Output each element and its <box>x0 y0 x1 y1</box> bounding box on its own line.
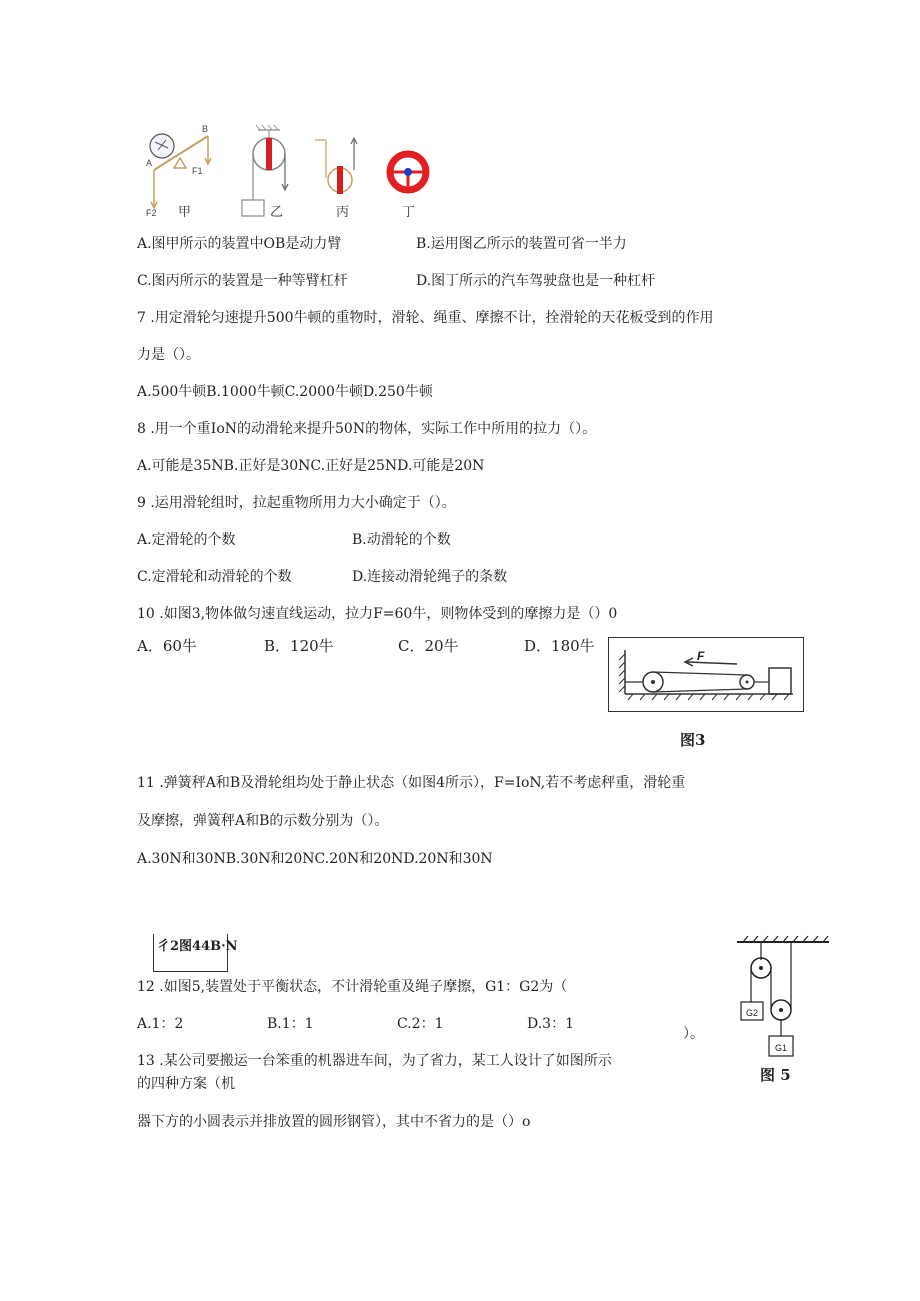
q9-option-c: C.定滑轮和动滑轮的个数 <box>137 569 292 585</box>
q8-options: A.可能是35NB.正好是30NC.正好是25ND.可能是20N <box>137 458 485 474</box>
q10-option-c: C．20牛 <box>398 637 459 655</box>
q13-stem-line1: 13 .某公司要搬运一台笨重的机器进车间，为了省力，某工人设计了如图所示 <box>137 1053 612 1069</box>
q7-stem-line2: 力是（）。 <box>137 347 200 363</box>
figure-1-mechanisms <box>140 118 430 222</box>
q10-option-a: A．60牛 <box>137 637 197 655</box>
pulley-yi-drawing <box>242 125 288 216</box>
q12-stem: 12 .如图5,装置处于平衡状态，不计滑轮重及绳子摩擦，G1：G2为（ <box>137 979 568 995</box>
q12-option-d: D.3：1 <box>527 1016 574 1032</box>
figure-5 <box>733 930 833 1060</box>
q10-option-b: B．120牛 <box>264 637 334 655</box>
q10-stem: 10 .如图3,物体做匀速直线运动，拉力F=60牛，则物体受到的摩擦力是（）0 <box>137 606 618 622</box>
q10-option-d: D．180牛 <box>524 637 595 655</box>
q9-option-a: A.定滑轮的个数 <box>137 532 236 548</box>
q13-stem-line3: 器下方的小圆表示并排放置的圆形钢管），其中不省力的是（）o <box>137 1114 531 1130</box>
point-b-label: B <box>202 124 209 134</box>
figure-3-force-label: F <box>697 649 705 663</box>
q6-option-b: B.运用图乙所示的装置可省一半力 <box>416 236 627 252</box>
label-yi: 乙 <box>270 204 284 219</box>
q11-options: A.30N和30NB.30N和20NC.20N和20ND.20N和30N <box>137 851 493 867</box>
label-jia: 甲 <box>178 204 192 219</box>
q7-options: A.500牛顿B.1000牛顿C.2000牛顿D.250牛顿 <box>137 384 433 400</box>
label-bing: 丙 <box>336 204 350 219</box>
q8-stem: 8 .用一个重IoN的动滑轮来提升50N的物体，实际工作中所用的拉力（）。 <box>137 421 597 437</box>
q9-stem: 9 .运用滑轮组时，拉起重物所用力大小确定于（）。 <box>137 495 456 511</box>
q7-stem-line1: 7 .用定滑轮匀速提升500牛顿的重物时，滑轮、绳重、摩擦不计，拴滑轮的天花板受到的作用 <box>137 310 714 326</box>
figure-5-caption: 图 5 <box>760 1066 791 1084</box>
point-a-label: A <box>146 158 153 168</box>
q9-option-d: D.连接动滑轮绳子的条数 <box>352 569 508 585</box>
figure-5-g1: G1 <box>775 1043 788 1053</box>
steering-wheel-ding-drawing <box>390 154 426 190</box>
q11-stem-line2: 及摩擦，弹簧秤A和B的示数分别为（）。 <box>137 813 389 829</box>
figure-1-svg <box>140 118 430 222</box>
q12-option-b: B.1：1 <box>267 1016 314 1032</box>
figure-5-svg <box>733 930 833 1060</box>
figure-3-caption: 图3 <box>680 731 706 749</box>
figure-4-box: 彳2图44B·N <box>153 934 228 972</box>
f1-label: F1 <box>192 166 203 176</box>
q12-option-c: C.2：1 <box>397 1016 444 1032</box>
label-ding: 丁 <box>402 204 416 219</box>
q12-stem-tail: ）。 <box>683 1026 704 1042</box>
q6-option-a: A.图甲所示的装置中OB是动力臂 <box>137 236 342 252</box>
figure-5-g2: G2 <box>746 1008 759 1018</box>
q12-option-a: A.1：2 <box>137 1016 184 1032</box>
q6-option-c: C.图丙所示的装置是一种等臂杠杆 <box>137 273 348 289</box>
f2-label: F2 <box>146 208 157 218</box>
figure-3-svg <box>609 638 803 711</box>
q13-stem-line2: 的四种方案（机 <box>137 1076 235 1092</box>
q6-option-d: D.图丁所示的汽车驾驶盘也是一种杠杆 <box>416 273 656 289</box>
pulley-bing-drawing <box>315 138 357 194</box>
q9-option-b: B.动滑轮的个数 <box>352 532 451 548</box>
figure-3 <box>608 637 804 712</box>
q11-stem-line1: 11 .弹簧秤A和B及滑轮组均处于静止状态（如图4所示），F=IoN,若不考虑秤重，滑轮重 <box>137 775 686 791</box>
